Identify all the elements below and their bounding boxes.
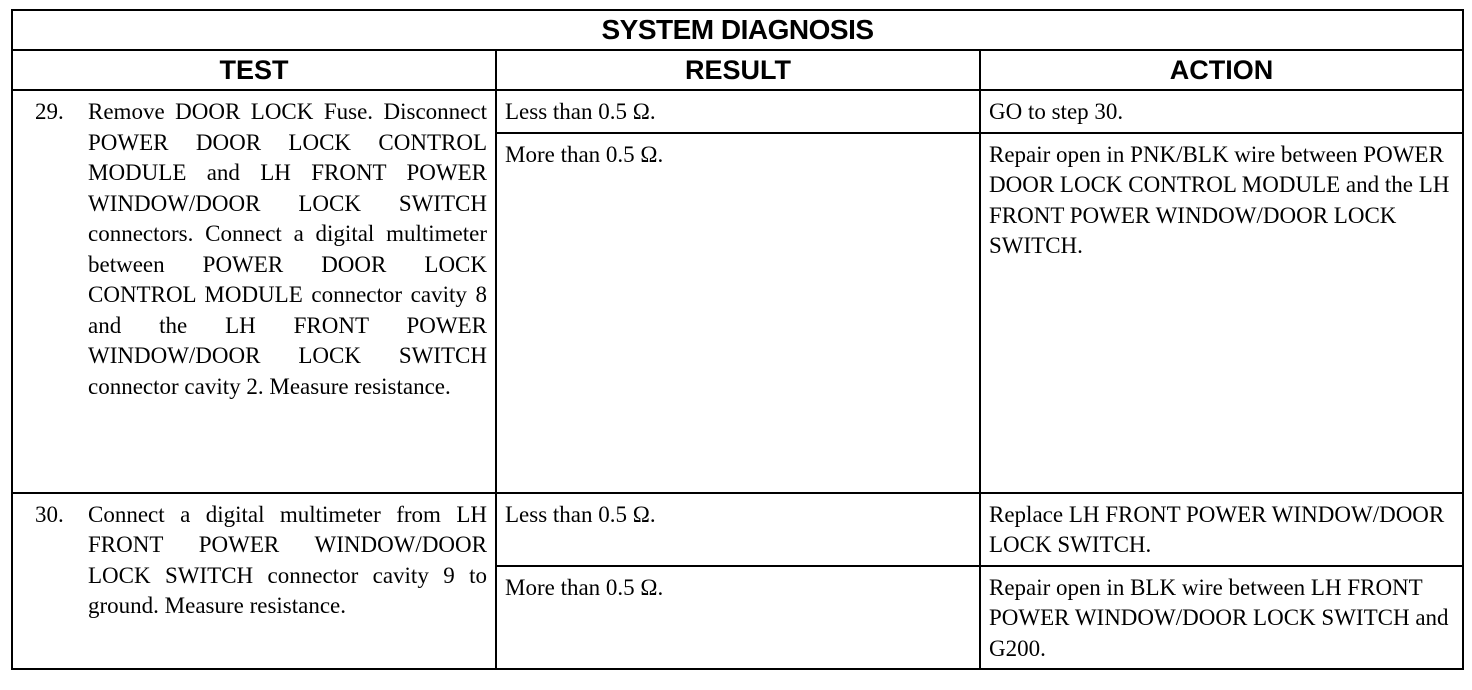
table-title: SYSTEM DIAGNOSIS <box>12 10 1463 50</box>
table-row <box>12 493 1463 566</box>
action-cell: GO to step 30. <box>980 90 1463 133</box>
test-cell-step-30 <box>12 493 496 670</box>
action-cell: Repair open in PNK/BLK wire between POWER DOOR LOCK CONTROL MODULE and the LH FRONT POWER WINDOW/DOOR LOCK SWITCH. <box>980 133 1463 493</box>
column-header-result: RESULT <box>496 50 980 90</box>
test-instructions: Remove DOOR LOCK Fuse. Disconnect POWER DOOR LOCK CONTROL MODULE and LH FRONT POWER WINDOW/DOOR LOCK SWITCH connectors. Connect a digital multimeter between POWER DOOR LOCK CONTROL MODULE connector cavity 8 and the LH FRONT POWER WINDOW/DOOR LOCK SWITCH connector cavity 2. Measure resistance. <box>88 99 487 399</box>
action-cell: Replace LH FRONT POWER WINDOW/DOOR LOCK SWITCH. <box>980 493 1463 566</box>
test-instructions: Connect a digital multimeter from LH FRONT POWER WINDOW/DOOR LOCK SWITCH connector cavity 9 to ground. Measure resistance. <box>88 501 487 618</box>
column-header-action: ACTION <box>980 50 1463 90</box>
column-header-test: TEST <box>12 50 496 90</box>
action-cell: Repair open in BLK wire between LH FRONT POWER WINDOW/DOOR LOCK SWITCH and G200. <box>980 566 1463 670</box>
step-number: 29. <box>35 99 64 124</box>
result-cell: More than 0.5 Ω. <box>496 566 980 670</box>
test-cell-step-29 <box>12 90 496 493</box>
result-cell: More than 0.5 Ω. <box>496 133 980 493</box>
system-diagnosis-table <box>11 9 1464 670</box>
result-cell: Less than 0.5 Ω. <box>496 90 980 133</box>
result-cell: Less than 0.5 Ω. <box>496 493 980 566</box>
table-row <box>12 90 1463 133</box>
step-number: 30. <box>35 501 64 527</box>
